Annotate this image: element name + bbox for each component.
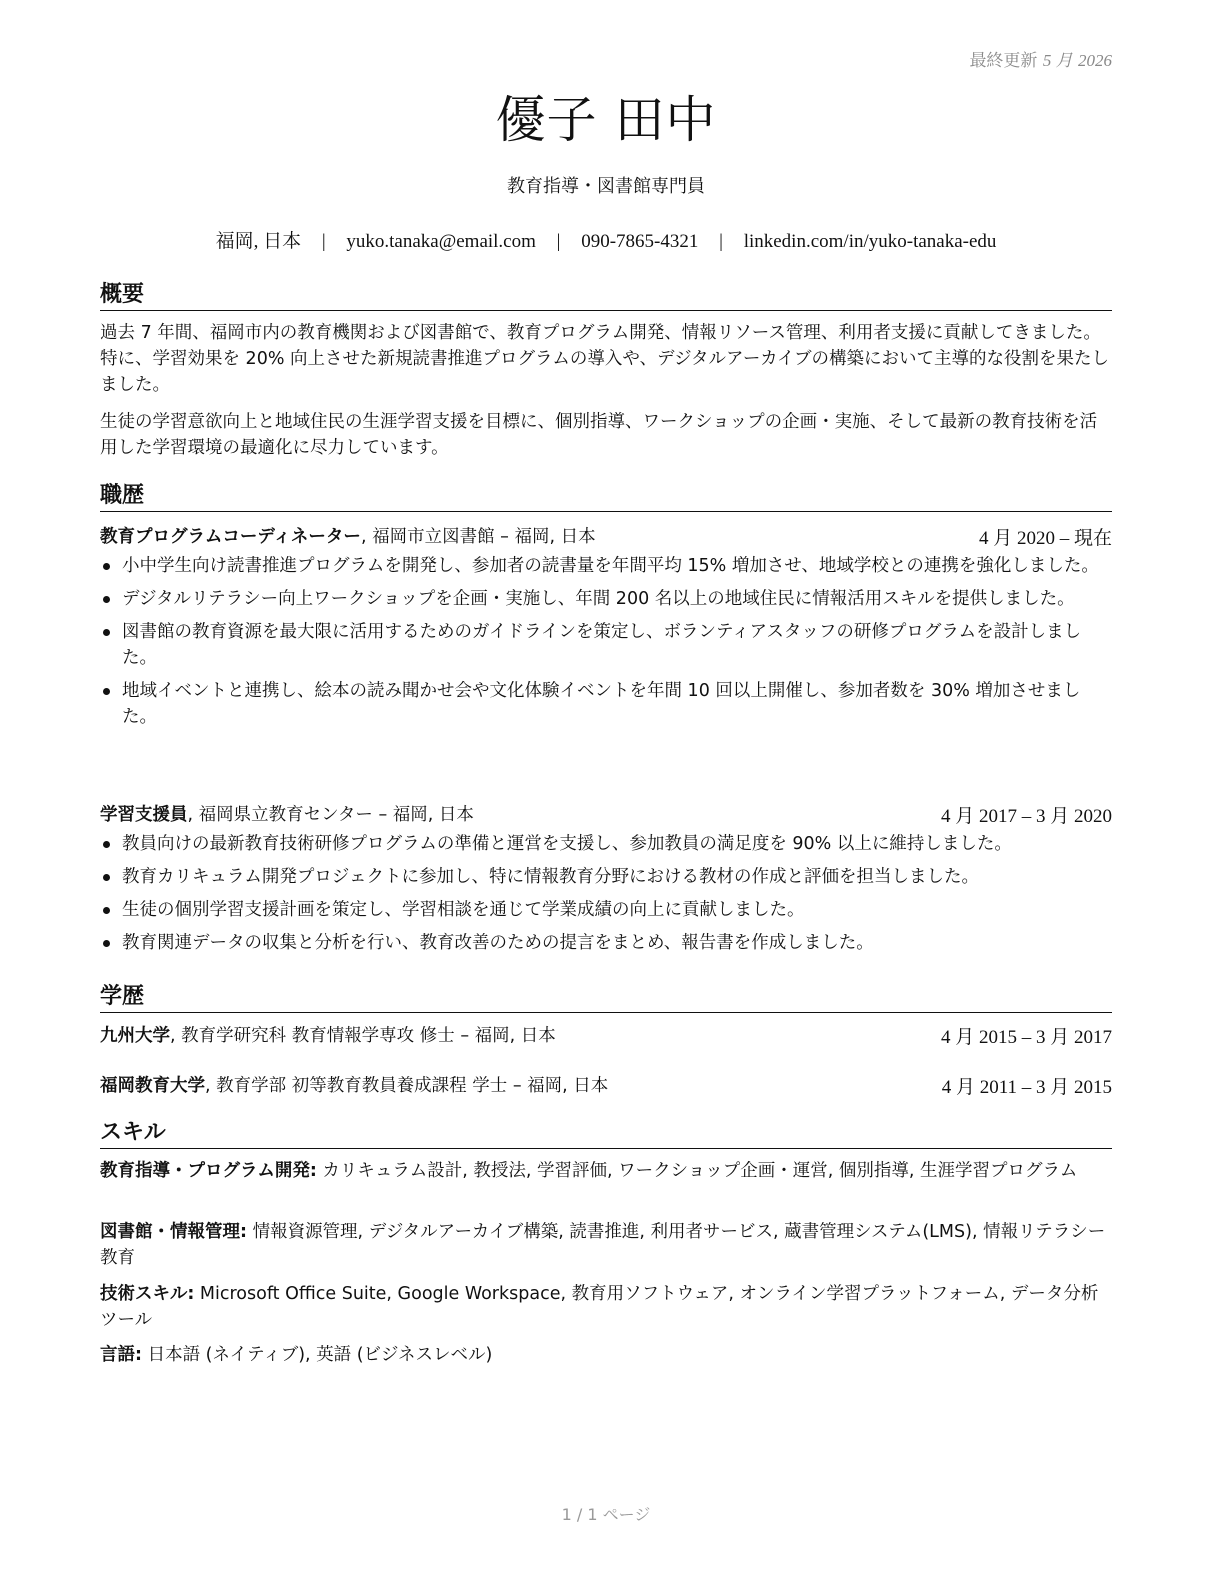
skill-item [100,1342,1112,1368]
job-role: 学習支援員 [100,805,188,825]
job-bullets [100,831,1112,963]
job-bullets [100,553,1112,737]
bullet-item: 教員向けの最新教育技術研修プログラムの準備と運営を支援し、参加教員の満足度を 90% 以上に維持しました。 [100,831,1112,857]
contact-email[interactable]: yuko.tanaka@email.com [346,231,536,252]
skill-label: 技術スキル: [100,1284,195,1304]
skill-item [100,1158,1112,1184]
education-detail: , 教育学研究科 教育情報学専攻 修士 – 福岡, 日本 [170,1026,556,1046]
summary-paragraph-2: 生徒の学習意欲向上と地域住民の生涯学習支援を目標に、個別指導、ワークショップの企画・実施、そして最新の教育技術を活用した学習環境の最適化に尽力しています。 [100,412,1098,458]
last-updated-label: 最終更新 [969,51,1038,71]
last-updated-month: 5 月 [1042,51,1073,70]
school-name: 九州大学 [100,1026,170,1046]
job-role-line [100,523,596,550]
job-role: 教育プログラムコーディネーター [100,527,361,547]
contact-line [100,226,1112,253]
contact-location: 福岡, 日本 [215,231,302,252]
bullet-item: 教育カリキュラム開発プロジェクトに参加し、特に情報教育分野における教材の作成と評価を担当しました。 [100,864,1112,890]
job-header [100,801,1112,828]
skill-label: 教育指導・プログラム開発: [100,1161,317,1181]
job-org: , 福岡市立図書館 – 福岡, 日本 [360,527,596,547]
person-name: 優子 田中 [495,91,717,149]
job-dates: 4 月 2020 – 現在 [978,528,1112,549]
bullet-item: 図書館の教育資源を最大限に活用するためのガイドラインを策定し、ボランティアスタッフの研修プログラムを設計しました。 [100,619,1112,671]
skill-value: Microsoft Office Suite, Google Workspace, 教育用ソフトウェア, オンライン学習プラットフォーム, データ分析ツール [100,1284,1099,1330]
page-number: 1 / 1 ページ [561,1505,651,1524]
bullet-item: 生徒の個別学習支援計画を策定し、学習相談を通じて学業成績の向上に貢献しました。 [100,897,1112,923]
resume-page [100,0,1112,1584]
bullet-item: 小中学生向け読書推進プログラムを開発し、参加者の読書量を年間平均 15% 増加させ、地域学校との連携を強化しました。 [100,553,1112,579]
job-org: , 福岡県立教育センター – 福岡, 日本 [187,805,474,825]
job-dates: 4 月 2017 – 3 月 2020 [940,806,1112,827]
education-dates: 4 月 2011 – 3 月 2015 [941,1077,1112,1098]
skill-value: カリキュラム設計, 教授法, 学習評価, ワークショップ企画・運営, 個別指導, 生涯学習プログラム [316,1161,1078,1181]
summary-paragraph-1: 過去 7 年間、福岡市内の教育機関および図書館で、教育プログラム開発、情報リソース管理、利用者支援に貢献してきました。特に、学習効果を 20% 向上させた新規読書推進プログラムの導入や、デジタルアーカイブの構築において主導的な役割を果たしました。 [100,323,1110,395]
section-title-skills: スキル [100,1115,1112,1149]
skill-value: 情報資源管理, デジタルアーカイブ構築, 読書推進, 利用者サービス, 蔵書管理システム(LMS), 情報リテラシー教育 [100,1222,1106,1268]
section-title-education: 学歴 [100,979,1112,1013]
education-line [100,1072,608,1099]
bullet-item: 教育関連データの収集と分析を行い、教育改善のための提言をまとめ、報告書を作成しました。 [100,930,1112,956]
education-dates: 4 月 2015 – 3 月 2017 [940,1027,1112,1048]
education-entry [100,1072,1112,1099]
school-name: 福岡教育大学 [100,1076,205,1096]
skill-label: 言語: [100,1345,142,1365]
last-updated [969,46,1112,71]
bullet-item: デジタルリテラシー向上ワークショップを企画・実施し、年間 200 名以上の地域住民に情報活用スキルを提供しました。 [100,586,1112,612]
skill-item [100,1281,1112,1333]
education-detail: , 教育学部 初等教育教員養成課程 学士 – 福岡, 日本 [205,1076,609,1096]
job-role-line [100,801,474,828]
job-title: 教育指導・図書館専門員 [507,176,705,197]
contact-separator: | [321,231,326,252]
section-title-experience: 職歴 [100,478,1112,512]
education-entry [100,1022,1112,1049]
contact-phone[interactable]: 090-7865-4321 [581,231,699,252]
education-line [100,1022,556,1049]
contact-separator: | [719,231,723,252]
skill-item [100,1219,1112,1271]
job-header [100,523,1112,550]
skill-label: 図書館・情報管理: [100,1222,247,1242]
skill-value: 日本語 (ネイティブ), 英語 (ビジネスレベル) [142,1345,493,1365]
bullet-item: 地域イベントと連携し、絵本の読み聞かせ会や文化体験イベントを年間 10 回以上開催し、参加者数を 30% 増加させました。 [100,678,1112,730]
last-updated-year: 2026 [1078,51,1112,70]
contact-linkedin[interactable]: linkedin.com/in/yuko-tanaka-edu [743,231,997,252]
section-title-summary: 概要 [100,277,1112,311]
contact-separator: | [556,231,561,252]
